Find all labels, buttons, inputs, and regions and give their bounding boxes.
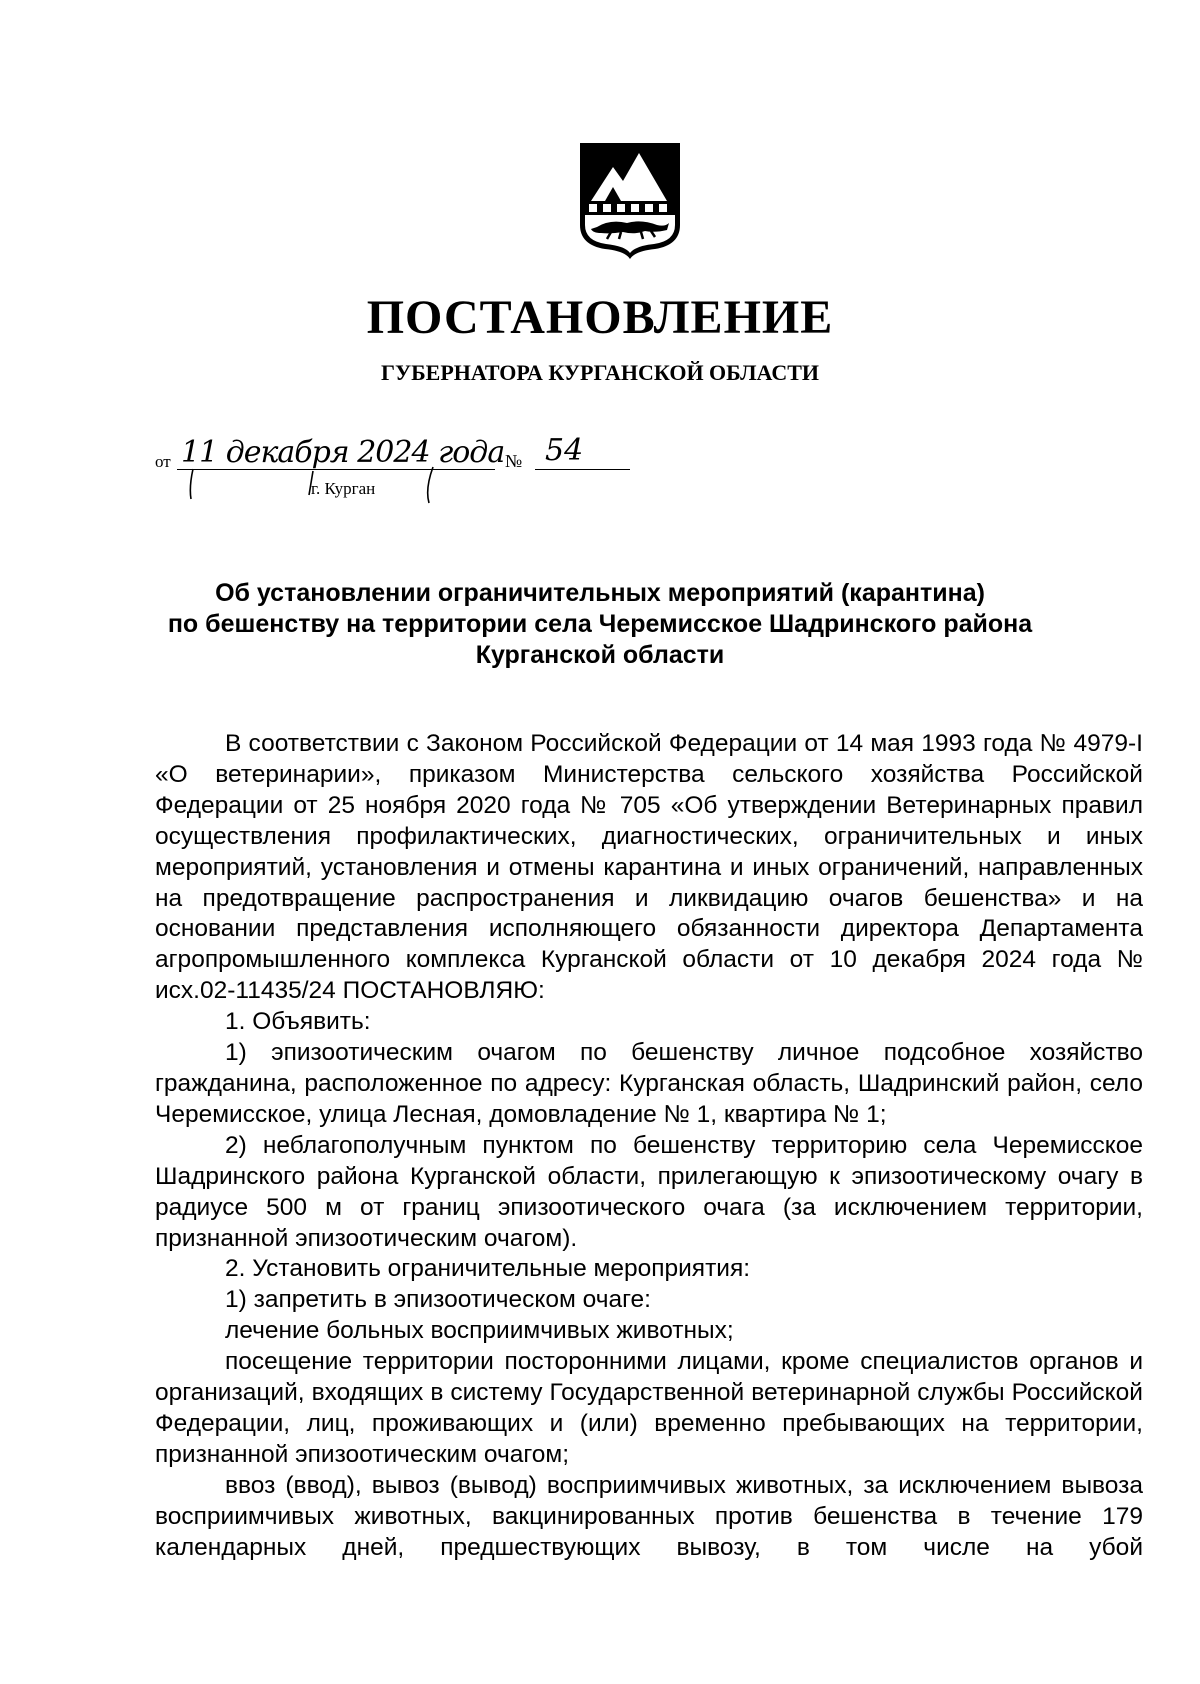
handwriting-stroke bbox=[185, 465, 435, 505]
clause-2-1: 1) запретить в эпизоотическом очаге: bbox=[225, 1286, 651, 1314]
document-title: ПОСТАНОВЛЕНИЕ bbox=[366, 291, 834, 344]
city-label: г. Курган bbox=[311, 479, 376, 498]
document-heading bbox=[150, 578, 1050, 671]
date-number-line bbox=[155, 433, 675, 505]
clause-2: 2. Установить ограничительные мероприятия: bbox=[225, 1255, 751, 1283]
clause-2-1-b: посещение территории посторонними лицами, кроме специалистов органов и организаций, входящих в систему Государственной ветеринарной службы Российской Федерации, лиц, проживающих и (или) временно пребывающих на территории, признанной эпизоотическим очагом; bbox=[155, 1348, 1143, 1468]
handwritten-number: 54 bbox=[545, 433, 584, 468]
date-prefix: от bbox=[155, 452, 171, 471]
number-sign: № bbox=[505, 451, 523, 471]
clause-1-1: 1) эпизоотическим очагом по бешенству личное подсобное хозяйство гражданина, расположенное по адресу: Курганская область, Шадринский район, село Черемисское, улица Лесная, домовладение № 1, квартира № 1; bbox=[155, 1039, 1143, 1128]
heading-line: Курганской области bbox=[475, 641, 725, 669]
number-underline bbox=[535, 469, 630, 470]
clause-1-2: 2) неблагополучным пунктом по бешенству территорию села Черемисское Шадринского района Курганской области, прилегающую к эпизоотическому очагу в радиусе 500 м от границ эпизоотического очага (за исключением территории, признанной эпизоотическим очагом). bbox=[155, 1131, 1143, 1252]
clause-2-1-a: лечение больных восприимчивых животных; bbox=[225, 1317, 734, 1345]
document-subtitle: ГУБЕРНАТОРА КУРГАНСКОЙ ОБЛАСТИ bbox=[380, 360, 820, 385]
clause-2-1-c: ввоз (ввод), вывоз (вывод) восприимчивых животных, за исключением вывоза восприимчивых животных, вакцинированных против бешенства в течение 179 календарных дней, предшествующих вывозу, в том числе на убой bbox=[155, 1471, 1143, 1561]
clause-1: 1. Объявить: bbox=[225, 1008, 371, 1036]
handwritten-date: 11 декабря 2024 года bbox=[181, 435, 505, 470]
heading-line: по бешенству на территории села Черемисское Шадринского района bbox=[167, 610, 1033, 638]
kurgan-coat-of-arms-icon bbox=[575, 135, 685, 265]
preamble-paragraph: В соответствии с Законом Российской Федерации от 14 мая 1993 года № 4979-I «О ветеринарии», приказом Министерства сельского хозяйства Российской Федерации от 25 ноября 2020 года № 705 «Об утверждении Ветеринарных правил осуществления профилактических, диагностических, ограничительных и иных мероприятий, установления и отмены карантина и иных ограничений, направленных на предотвращение распространения и ликвидацию очагов бешенства» и на основании представления исполняющего обязанности директора Департамента агропромышленного комплекса Курганской области от 10 декабря 2024 года № исх.02-11435/24 ПОСТАНОВЛЯЮ: bbox=[155, 730, 1143, 1005]
document-body bbox=[155, 729, 1143, 1563]
heading-line: Об установлении ограничительных мероприятий (карантина) bbox=[215, 579, 985, 607]
